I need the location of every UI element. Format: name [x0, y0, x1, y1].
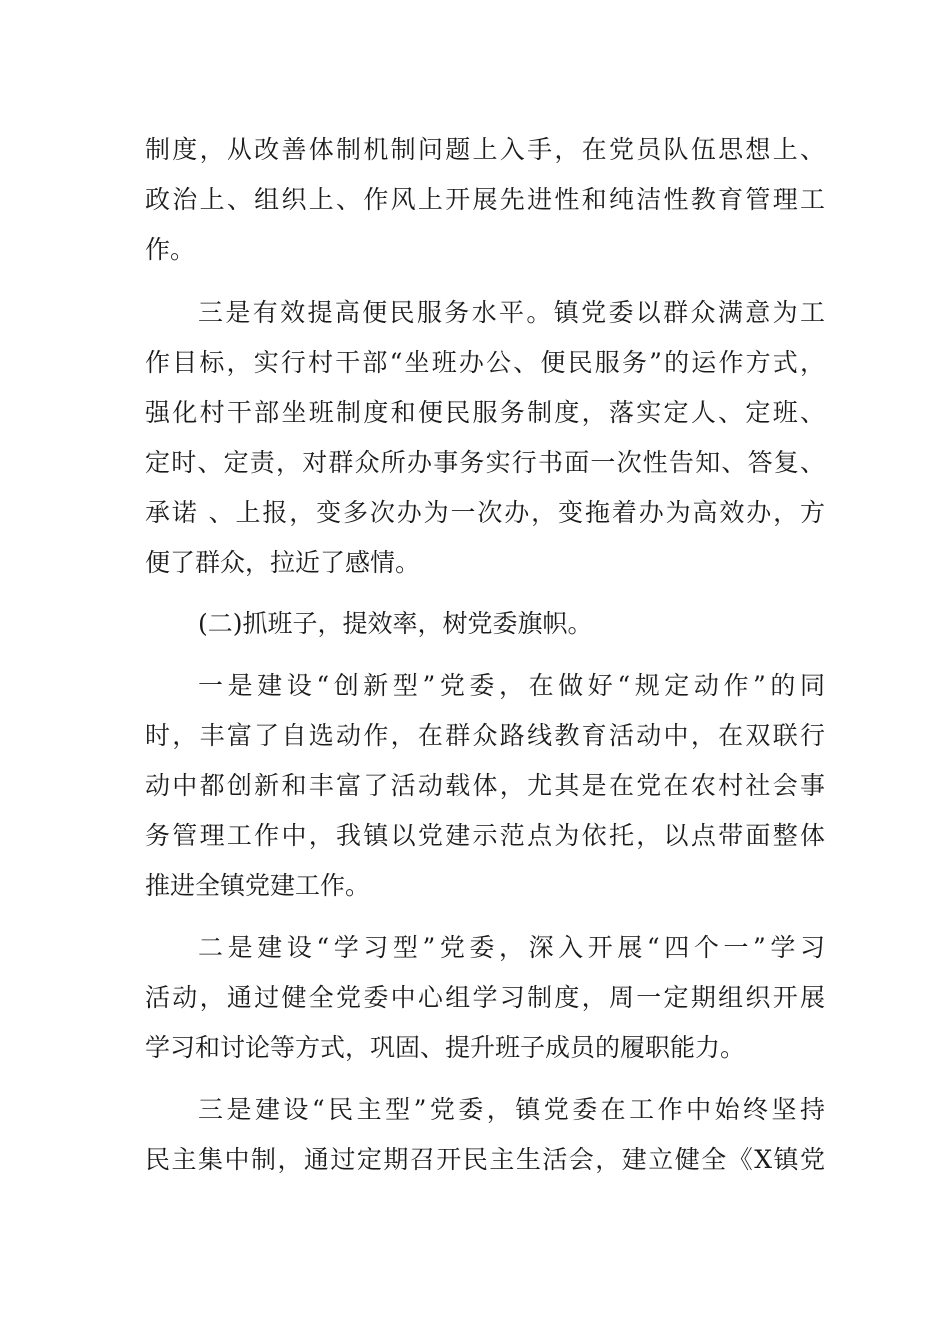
paragraph-first-line: 三是有效提高便民服务水平。镇党委以群众满意为工 [198, 298, 825, 327]
section-heading: (二)抓班子，提效率，树党委旗帜。 [198, 609, 593, 638]
paragraph-first-line: 一是建设“创新型”党委，在做好“规定动作”的同 [198, 671, 825, 700]
text-line: 推进全镇党建工作。 [145, 871, 371, 900]
text-line: 动中都创新和丰富了活动载体，尤其是在党在农村社会事 [145, 771, 825, 800]
text-line: 民主集中制，通过定期召开民主生活会，建立健全《X镇党 [145, 1145, 825, 1174]
text-line: 强化村干部坐班制度和便民服务制度，落实定人、定班、 [145, 398, 825, 427]
text-line: 务管理工作中，我镇以党建示范点为依托，以点带面整体 [145, 821, 825, 850]
text-line: 制度，从改善体制机制问题上入手，在党员队伍思想上、 [145, 135, 825, 164]
paragraph-first-line: 二是建设“学习型”党委，深入开展“四个一”学习 [198, 933, 825, 962]
text-line: 作。 [145, 235, 196, 264]
paragraph-first-line: 三是建设“民主型”党委，镇党委在工作中始终坚持 [198, 1095, 825, 1124]
text-line: 定时、定责，对群众所办事务实行书面一次性告知、答复、 [145, 448, 825, 477]
text-line: 时，丰富了自选动作，在群众路线教育活动中，在双联行 [145, 721, 825, 750]
text-line: 政治上、组织上、作风上开展先进性和纯洁性教育管理工 [145, 185, 825, 214]
text-line: 活动，通过健全党委中心组学习制度，周一定期组织开展 [145, 983, 825, 1012]
text-line: 学习和讨论等方式，巩固、提升班子成员的履职能力。 [145, 1033, 746, 1062]
text-line: 承诺 、上报，变多次办为一次办，变拖着办为高效办，方 [145, 498, 825, 527]
text-line: 作目标，实行村干部“坐班办公、便民服务”的运作方式， [145, 348, 825, 377]
text-line: 便了群众，拉近了感情。 [145, 548, 421, 577]
